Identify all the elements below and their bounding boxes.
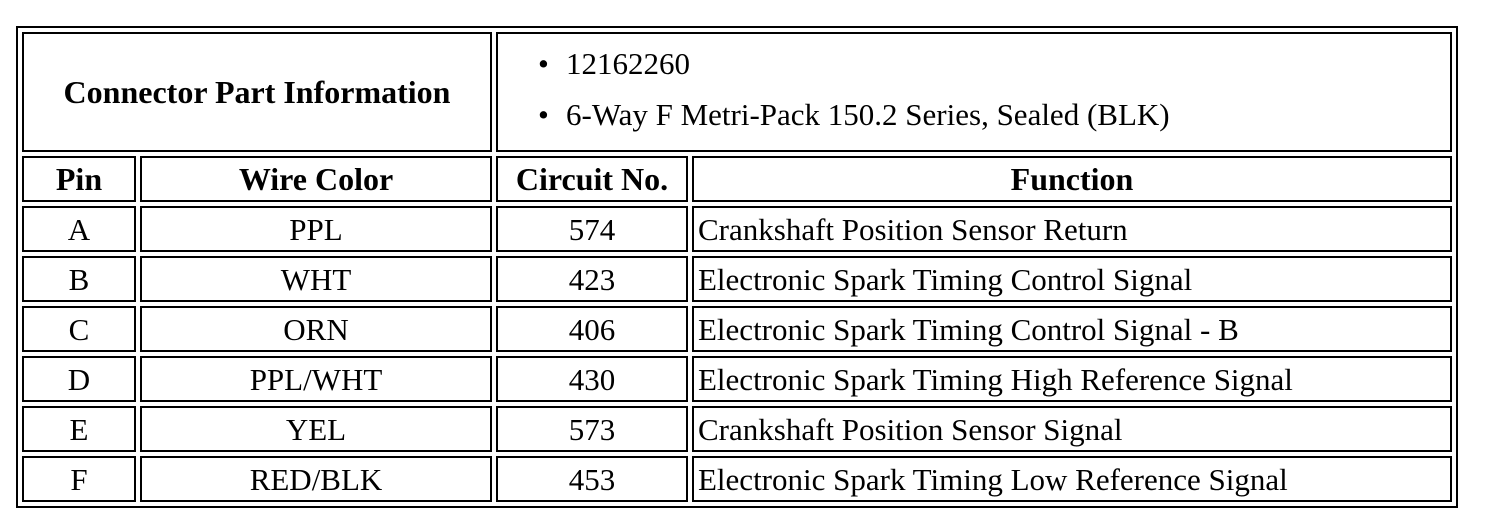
bullet-icon: • <box>538 46 549 81</box>
column-header-function: Function <box>692 156 1452 202</box>
wire-color-cell: PPL/WHT <box>140 356 492 402</box>
pin-cell: F <box>22 456 136 502</box>
circuit-no-cell: 574 <box>496 206 688 252</box>
part-number-item <box>538 99 1450 150</box>
wire-color-cell: YEL <box>140 406 492 452</box>
table-row <box>22 406 1452 452</box>
pin-cell: D <box>22 356 136 402</box>
function-cell: Electronic Spark Timing Low Reference Signal <box>692 456 1452 502</box>
column-header-wire-color: Wire Color <box>140 156 492 202</box>
wire-color-cell: PPL <box>140 206 492 252</box>
table-row <box>22 306 1452 352</box>
part-description-text: 6-Way F Metri-Pack 150.2 Series, Sealed (BLK) <box>566 97 1170 132</box>
function-cell: Crankshaft Position Sensor Signal <box>692 406 1452 452</box>
wire-color-cell: RED/BLK <box>140 456 492 502</box>
function-cell: Electronic Spark Timing High Reference Signal <box>692 356 1452 402</box>
pin-cell: B <box>22 256 136 302</box>
column-header-row <box>22 156 1452 202</box>
wire-color-cell: ORN <box>140 306 492 352</box>
column-header-pin: Pin <box>22 156 136 202</box>
function-cell: Electronic Spark Timing Control Signal - B <box>692 306 1452 352</box>
table-row <box>22 456 1452 502</box>
connector-table <box>16 26 1458 508</box>
circuit-no-cell: 423 <box>496 256 688 302</box>
function-cell: Electronic Spark Timing Control Signal <box>692 256 1452 302</box>
part-number-text: 12162260 <box>566 46 690 81</box>
wire-color-cell: WHT <box>140 256 492 302</box>
connector-part-list-cell <box>496 32 1452 152</box>
circuit-no-cell: 453 <box>496 456 688 502</box>
column-header-circuit-no: Circuit No. <box>496 156 688 202</box>
bullet-icon: • <box>538 97 549 132</box>
circuit-no-cell: 573 <box>496 406 688 452</box>
circuit-no-cell: 430 <box>496 356 688 402</box>
table-row <box>22 206 1452 252</box>
pin-cell: A <box>22 206 136 252</box>
circuit-no-cell: 406 <box>496 306 688 352</box>
table-row <box>22 256 1452 302</box>
function-cell: Crankshaft Position Sensor Return <box>692 206 1452 252</box>
connector-info-row <box>22 32 1452 152</box>
pin-cell: E <box>22 406 136 452</box>
connector-part-info-label: Connector Part Information <box>22 32 492 152</box>
part-number-item <box>538 48 1450 99</box>
pin-cell: C <box>22 306 136 352</box>
part-number-list <box>498 34 1450 150</box>
table-row <box>22 356 1452 402</box>
